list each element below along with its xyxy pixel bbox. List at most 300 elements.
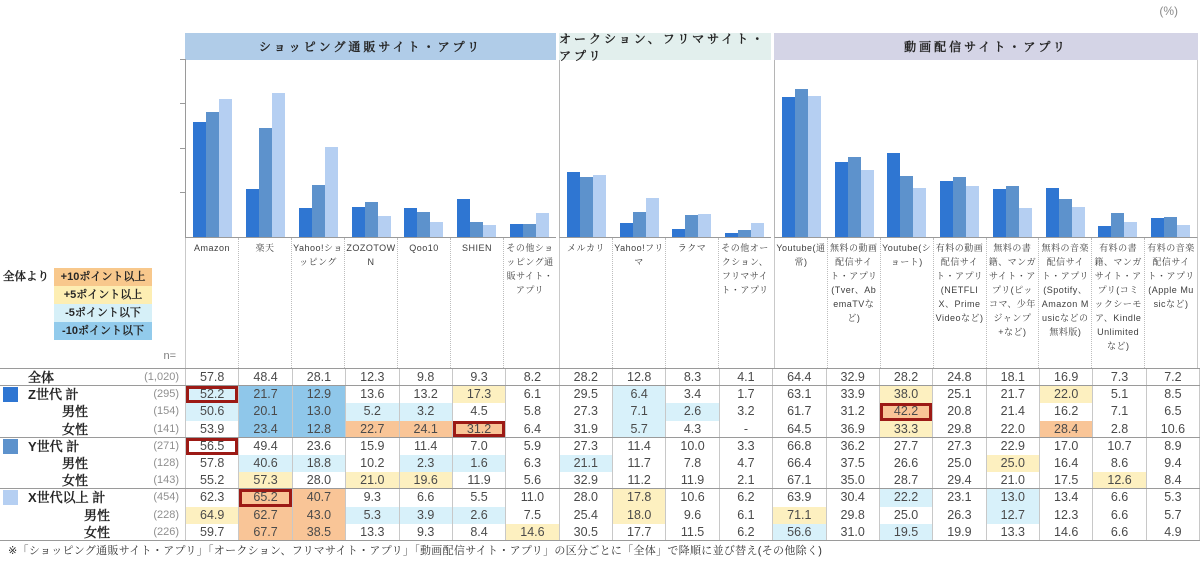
table-cell: 21.0 (986, 472, 1039, 488)
table-cell: 67.7 (238, 524, 291, 540)
column-labels-0 (185, 238, 556, 368)
bar-Y世代 (365, 202, 378, 237)
table-cell: 6.1 (719, 507, 772, 524)
table-cell: 25.0 (879, 507, 932, 524)
bar-X世代以上 (593, 175, 606, 237)
bar-Y世代 (470, 222, 483, 237)
table-cell: 64.9 (185, 507, 238, 524)
table-cell: 5.6 (505, 472, 558, 488)
table-cell: 7.5 (505, 507, 558, 524)
row-n-value: (295) (153, 388, 179, 401)
row-values (185, 369, 1200, 385)
bar-Y世代 (795, 89, 808, 237)
table-cell: 30.5 (559, 524, 612, 540)
row-n-value: (141) (153, 422, 179, 435)
table-cell: 6.5 (1146, 403, 1200, 420)
row-values (185, 438, 1200, 455)
column-label: Youtube(通常) (776, 243, 826, 267)
legend-item-0: +10ポイント以上 (54, 268, 152, 286)
table-cell: 2.3 (399, 455, 452, 472)
bar-Z世代 (1151, 218, 1164, 237)
table-cell: 42.2 (879, 403, 932, 420)
table-cell: 6.2 (719, 489, 772, 506)
table-cell: 29.8 (826, 507, 879, 524)
table-cell: 3.9 (399, 507, 452, 524)
table-cell: 35.0 (826, 472, 879, 488)
bar-Z世代 (672, 229, 685, 237)
table-cell: 71.1 (772, 507, 825, 524)
table-cell: 23.1 (932, 489, 985, 506)
row-label-text: Z世代 計 (28, 387, 79, 403)
table-cell: 4.1 (719, 369, 772, 385)
row-n-value: (226) (153, 525, 179, 538)
plot-area-0 (185, 60, 556, 238)
diff-legend (3, 268, 152, 340)
table-cell: 55.2 (185, 472, 238, 488)
table-cell: 37.5 (826, 455, 879, 472)
bar-chart (185, 33, 1198, 368)
bar-group (775, 60, 828, 237)
table-row (0, 489, 1200, 506)
table-cell: 5.7 (1146, 507, 1200, 524)
row-label-text: Y世代 計 (28, 438, 80, 454)
table-cell: 8.9 (1146, 438, 1200, 455)
table-cell: 17.8 (612, 489, 665, 506)
table-cell: 18.8 (292, 455, 345, 472)
bar-Y世代 (580, 177, 593, 237)
table-row (0, 472, 1200, 489)
table-cell: 36.9 (826, 421, 879, 437)
table-cell: 27.7 (879, 438, 932, 455)
table-cell: 11.7 (612, 455, 665, 472)
table-cell: 2.6 (452, 507, 505, 524)
bar-Z世代 (782, 97, 795, 237)
table-cell: 31.0 (826, 524, 879, 540)
table-cell: 18.0 (612, 507, 665, 524)
table-cell: 26.3 (932, 507, 985, 524)
table-cell: 28.2 (879, 369, 932, 385)
table-cell: 57.3 (238, 472, 291, 488)
table-cell: 7.0 (452, 438, 505, 455)
bar-Z世代 (887, 153, 900, 237)
bar-Z世代 (510, 224, 523, 237)
row-label-text: 男性 (62, 455, 89, 471)
row-label (0, 386, 131, 403)
table-cell: 10.0 (665, 438, 718, 455)
table-row (0, 524, 1200, 541)
table-cell: 28.0 (559, 489, 612, 506)
data-table (0, 368, 1200, 541)
bar-X世代以上 (219, 99, 232, 237)
bar-X世代以上 (698, 214, 711, 237)
legend-title: 全体より (3, 271, 49, 283)
table-cell: 11.9 (452, 472, 505, 488)
bar-Y世代 (900, 176, 913, 237)
table-cell: 2.6 (665, 403, 718, 420)
table-cell: 9.3 (345, 489, 398, 506)
table-cell: 7.1 (612, 403, 665, 420)
row-label (0, 455, 131, 472)
bar-group (239, 60, 292, 237)
column-label: 無料の音楽配信サイト・アプリ(Spotify、Amazon Musicなどの無料版) (1038, 238, 1091, 368)
table-cell: 7.2 (1146, 369, 1200, 385)
table-cell: 17.3 (452, 386, 505, 403)
row-label (0, 438, 131, 455)
table-cell: 63.9 (772, 489, 825, 506)
row-values (185, 421, 1200, 437)
plot-area-1 (559, 60, 771, 238)
table-cell: 10.7 (1092, 438, 1145, 455)
row-label-text: 女性 (62, 473, 89, 489)
bar-Y世代 (259, 128, 272, 237)
table-cell: 11.5 (665, 524, 718, 540)
table-cell: 8.6 (1092, 455, 1145, 472)
bar-X世代以上 (808, 96, 821, 237)
table-cell: 3.2 (719, 403, 772, 420)
bar-Y世代 (523, 224, 536, 237)
table-cell: 14.6 (1039, 524, 1092, 540)
table-cell: 2.1 (719, 472, 772, 488)
category-band-0: ショッピング通販サイト・アプリ (185, 33, 556, 60)
table-cell: 17.5 (1039, 472, 1092, 488)
bar-Z世代 (620, 223, 633, 237)
table-cell: 20.8 (932, 403, 985, 420)
table-cell: 26.6 (879, 455, 932, 472)
bar-Z世代 (193, 122, 206, 237)
table-cell: 13.2 (399, 386, 452, 403)
row-label-text: 女性 (84, 524, 111, 540)
column-label: ラクマ (665, 238, 718, 368)
table-cell: 12.9 (292, 386, 345, 403)
chart-panel-2 (771, 33, 1198, 368)
bar-Z世代 (1046, 188, 1059, 237)
bar-group (613, 60, 666, 237)
table-cell: 22.7 (345, 421, 398, 437)
table-cell: 1.7 (719, 386, 772, 403)
bar-group (292, 60, 345, 237)
table-cell: 3.3 (719, 438, 772, 455)
y-axis-tick (180, 59, 186, 60)
bar-X世代以上 (861, 170, 874, 237)
table-cell: 30.4 (826, 489, 879, 506)
table-cell: 19.6 (399, 472, 452, 488)
table-cell: 13.6 (345, 386, 398, 403)
legend-items (54, 268, 152, 340)
bar-Y世代 (1006, 186, 1019, 237)
bar-X世代以上 (430, 222, 443, 237)
row-n-value: (228) (153, 508, 179, 521)
table-cell: 5.2 (345, 403, 398, 420)
table-cell: 6.4 (505, 421, 558, 437)
row-values (185, 403, 1200, 420)
table-cell: 66.4 (772, 455, 825, 472)
row-label-text: 男性 (62, 404, 89, 420)
table-cell: 7.8 (665, 455, 718, 472)
table-cell: 28.2 (559, 369, 612, 385)
bar-Y世代 (312, 185, 325, 237)
row-label (0, 369, 131, 385)
row-n-value: (454) (153, 491, 179, 504)
table-cell: 31.2 (452, 421, 505, 437)
bar-group (933, 60, 986, 237)
row-values (185, 455, 1200, 472)
table-cell: 57.8 (185, 369, 238, 385)
table-cell: 12.6 (1092, 472, 1145, 488)
table-row (0, 386, 1200, 403)
bar-X世代以上 (1124, 222, 1137, 237)
bar-Z世代 (1098, 226, 1111, 237)
table-row (0, 455, 1200, 472)
table-cell: 38.5 (292, 524, 345, 540)
bar-Z世代 (835, 162, 848, 237)
table-cell: 33.9 (826, 386, 879, 403)
table-cell: 6.6 (1092, 489, 1145, 506)
row-label-text: 女性 (62, 421, 89, 437)
bar-group (186, 60, 239, 237)
row-values (185, 524, 1200, 540)
column-label: SHIEN (450, 238, 503, 368)
table-cell: 21.7 (238, 386, 291, 403)
column-label: ZOZOTOWN (344, 238, 397, 368)
column-label: その他ショッピング通販サイト・アプリ (503, 238, 556, 368)
table-cell: 28.0 (292, 472, 345, 488)
table-cell: 31.2 (826, 403, 879, 420)
table-cell: 13.3 (345, 524, 398, 540)
table-cell: 21.7 (986, 386, 1039, 403)
bar-X世代以上 (483, 225, 496, 237)
row-label (0, 489, 131, 506)
bar-Y世代 (1111, 213, 1124, 237)
unit-label: (%) (1159, 4, 1178, 18)
bar-Z世代 (404, 208, 417, 237)
table-cell: 27.3 (559, 403, 612, 420)
table-cell: 59.7 (185, 524, 238, 540)
table-cell: 6.6 (399, 489, 452, 506)
table-cell: 65.2 (238, 489, 291, 506)
row-n-value: (154) (153, 405, 179, 418)
table-cell: 22.9 (986, 438, 1039, 455)
table-cell: 56.5 (185, 438, 238, 455)
table-cell: 6.4 (612, 386, 665, 403)
table-cell: 12.3 (1039, 507, 1092, 524)
table-cell: 11.4 (399, 438, 452, 455)
bar-group (397, 60, 450, 237)
row-values (185, 472, 1200, 488)
table-cell: 11.4 (612, 438, 665, 455)
table-cell: 15.9 (345, 438, 398, 455)
y-axis-tick (180, 192, 186, 193)
table-cell: 4.7 (719, 455, 772, 472)
table-cell: 6.2 (719, 524, 772, 540)
n-equals-label: n= (163, 350, 176, 362)
row-label-text: 男性 (84, 507, 111, 523)
table-cell: 33.3 (879, 421, 932, 437)
bar-Y世代 (953, 177, 966, 237)
table-cell: 25.0 (986, 455, 1039, 472)
table-cell: 28.1 (292, 369, 345, 385)
table-cell: 38.0 (879, 386, 932, 403)
table-cell: 32.9 (559, 472, 612, 488)
table-cell: 50.6 (185, 403, 238, 420)
bar-X世代以上 (1072, 207, 1085, 237)
table-cell: 8.4 (1146, 472, 1200, 488)
table-cell: 67.1 (772, 472, 825, 488)
table-cell: 5.9 (505, 438, 558, 455)
table-cell: 27.3 (559, 438, 612, 455)
table-cell: 12.8 (612, 369, 665, 385)
table-cell: 40.6 (238, 455, 291, 472)
bar-group (1039, 60, 1092, 237)
table-cell: 23.4 (238, 421, 291, 437)
bar-X世代以上 (325, 147, 338, 237)
bar-Z世代 (299, 208, 312, 237)
table-cell: 36.2 (826, 438, 879, 455)
table-cell: 13.0 (292, 403, 345, 420)
bar-group (503, 60, 556, 237)
table-cell: 12.8 (292, 421, 345, 437)
table-cell: 61.7 (772, 403, 825, 420)
row-label (0, 421, 131, 437)
table-cell: 1.6 (452, 455, 505, 472)
table-cell: 12.3 (345, 369, 398, 385)
table-cell: 8.2 (505, 369, 558, 385)
table-cell: 8.4 (452, 524, 505, 540)
bar-group (450, 60, 503, 237)
table-cell: 4.9 (1146, 524, 1200, 540)
table-cell: 24.8 (932, 369, 985, 385)
table-cell: 29.4 (932, 472, 985, 488)
table-cell: 3.4 (665, 386, 718, 403)
column-label: Youtube(ショート) (880, 238, 933, 368)
generation-color-swatch (3, 387, 18, 402)
table-row (0, 369, 1200, 386)
row-values (185, 386, 1200, 403)
bar-Z世代 (457, 199, 470, 237)
column-label: Amazon (193, 243, 231, 253)
bar-X世代以上 (751, 223, 764, 237)
table-cell: 28.4 (1039, 421, 1092, 437)
generation-color-swatch (3, 439, 18, 454)
bar-group (986, 60, 1039, 237)
bar-X世代以上 (378, 216, 391, 237)
legend-item-1: +5ポイント以上 (54, 286, 152, 304)
bar-group (881, 60, 934, 237)
table-cell: 29.8 (932, 421, 985, 437)
table-cell: 9.4 (1146, 455, 1200, 472)
category-band-2: 動画配信サイト・アプリ (774, 33, 1198, 60)
row-label (0, 403, 131, 420)
bar-Z世代 (993, 189, 1006, 237)
column-label: 有料の音楽配信サイト・アプリ(Apple Musicなど) (1144, 238, 1197, 368)
row-values (185, 489, 1200, 506)
bar-X世代以上 (646, 198, 659, 237)
table-cell: 43.0 (292, 507, 345, 524)
table-cell: 9.3 (452, 369, 505, 385)
row-label (0, 524, 131, 540)
table-cell: 24.1 (399, 421, 452, 437)
table-cell: 66.8 (772, 438, 825, 455)
row-label (0, 507, 131, 524)
table-cell: 7.1 (1092, 403, 1145, 420)
table-cell: 64.4 (772, 369, 825, 385)
table-cell: 4.5 (452, 403, 505, 420)
bar-Y世代 (1059, 199, 1072, 237)
footnote: ※「ショッピング通販サイト・アプリ」「オークション、フリマサイト・アプリ」「動画配信サイト・アプリ」の区分ごとに「全体」で降順に並び替え(その他除く) (8, 545, 823, 557)
row-label-text: X世代以上 計 (28, 490, 106, 506)
table-cell: 27.3 (932, 438, 985, 455)
column-label: Yahoo!フリマ (612, 238, 665, 368)
table-cell: 62.7 (238, 507, 291, 524)
table-cell: 19.5 (879, 524, 932, 540)
table-cell: 56.6 (772, 524, 825, 540)
column-label: 無料の書籍、マンガサイト・アプリ(ピッコマ、少年ジャンプ+など) (986, 238, 1039, 368)
bar-Z世代 (567, 172, 580, 237)
table-cell: 28.7 (879, 472, 932, 488)
table-cell: 31.9 (559, 421, 612, 437)
table-cell: 49.4 (238, 438, 291, 455)
table-cell: 23.6 (292, 438, 345, 455)
chart-panel-0 (185, 33, 556, 368)
table-cell: 22.0 (986, 421, 1039, 437)
table-cell: 11.2 (612, 472, 665, 488)
column-label: その他オークション、フリマサイト・アプリ (718, 238, 771, 368)
row-n-value: (271) (153, 439, 179, 452)
table-cell: 19.9 (932, 524, 985, 540)
y-axis-tick (180, 148, 186, 149)
table-cell: 9.8 (399, 369, 452, 385)
bar-Y世代 (738, 230, 751, 237)
column-labels-1 (559, 238, 771, 368)
bar-X世代以上 (1177, 225, 1190, 237)
table-cell: 64.5 (772, 421, 825, 437)
table-cell: 25.4 (559, 507, 612, 524)
column-label: メルカリ (566, 243, 605, 253)
bar-group (718, 60, 771, 237)
legend-item-3: -10ポイント以下 (54, 322, 152, 340)
table-cell: 12.7 (986, 507, 1039, 524)
bar-Y世代 (1164, 217, 1177, 237)
table-cell: 25.0 (932, 455, 985, 472)
table-cell: 6.6 (1092, 524, 1145, 540)
bar-Y世代 (848, 157, 861, 237)
table-cell: 13.0 (986, 489, 1039, 506)
table-cell: 9.6 (665, 507, 718, 524)
table-cell: - (719, 421, 772, 437)
table-cell: 13.3 (986, 524, 1039, 540)
table-cell: 20.1 (238, 403, 291, 420)
table-cell: 40.7 (292, 489, 345, 506)
table-cell: 63.1 (772, 386, 825, 403)
bar-X世代以上 (1019, 208, 1032, 237)
table-cell: 5.3 (1146, 489, 1200, 506)
category-band-1: オークション、フリマサイト・アプリ (559, 33, 771, 60)
table-cell: 52.2 (185, 386, 238, 403)
table-cell: 18.1 (986, 369, 1039, 385)
table-cell: 3.2 (399, 403, 452, 420)
table-cell: 8.3 (665, 369, 718, 385)
bar-Y世代 (417, 212, 430, 237)
table-cell: 9.3 (399, 524, 452, 540)
row-n-value: (1,020) (144, 371, 179, 383)
table-cell: 7.3 (1092, 369, 1145, 385)
bar-X世代以上 (272, 93, 285, 237)
column-label: 無料の動画配信サイト・アプリ(Tver、AbemaTVなど) (827, 238, 880, 368)
bar-Y世代 (633, 212, 646, 237)
table-cell: 5.7 (612, 421, 665, 437)
row-n-value: (143) (153, 474, 179, 487)
table-cell: 5.8 (505, 403, 558, 420)
table-cell: 21.0 (345, 472, 398, 488)
